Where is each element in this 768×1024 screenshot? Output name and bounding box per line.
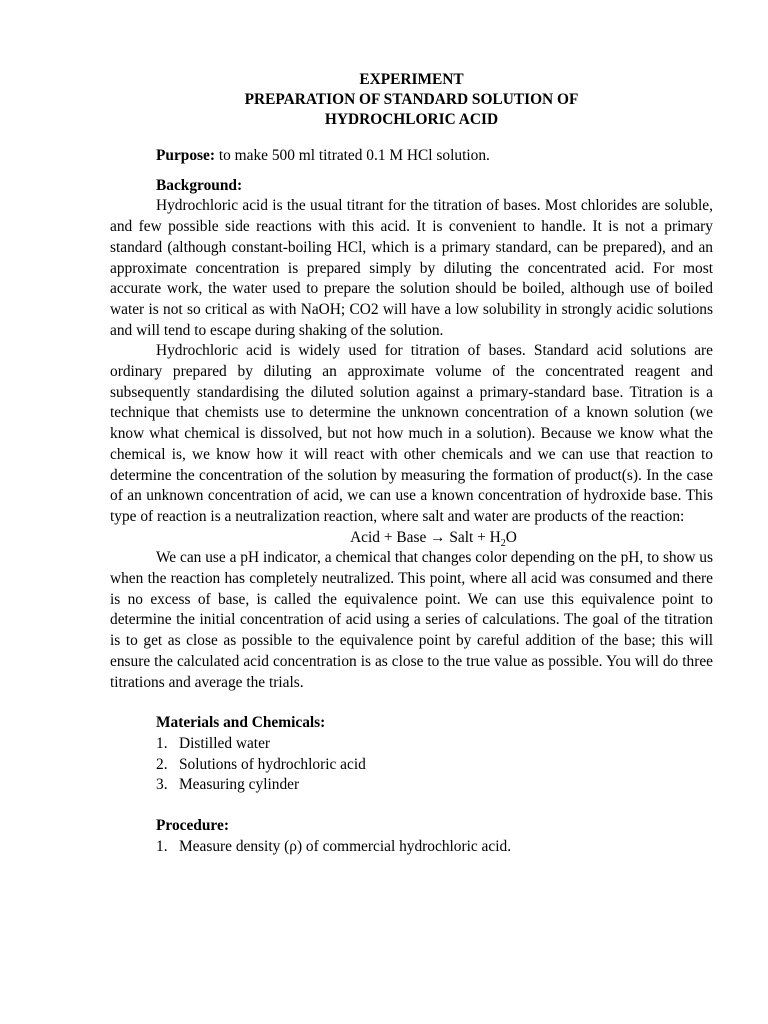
purpose-section <box>110 146 713 167</box>
list-item-text: Measuring cylinder <box>179 776 300 794</box>
title-line-experiment: EXPERIMENT <box>359 71 464 88</box>
equation-tail: O <box>505 528 517 546</box>
background-paragraph-3: We can use a pH indicator, a chemical that changes color depending on the pH, to show us when the reaction has completely neutralized. This point, where all acid was consumed and there is no excess of base, is called the equivalence point. We can use this equivalence point to determine the initial concentration of acid using a series of calculations. The goal of the titration is to get as close as possible to the equivalence point by careful addition of the base; this will ensure the calculated acid concentration is as close to the true value as possible. You will do three titrations and average the trials. <box>110 549 713 691</box>
title-line-preparation: PREPARATION OF STANDARD SOLUTION OF <box>244 91 579 108</box>
materials-list <box>110 734 713 796</box>
list-item-number: 1. <box>156 734 168 752</box>
equation-main: Acid + Base → Salt + H <box>350 528 501 546</box>
purpose-label: Purpose: <box>156 147 215 164</box>
list-item <box>156 734 713 755</box>
list-item <box>156 755 713 776</box>
procedure-list <box>110 837 713 858</box>
list-item-text: Solutions of hydrochloric acid <box>179 755 366 773</box>
neutralization-equation <box>110 528 713 549</box>
background-heading: Background: <box>156 176 243 194</box>
background-paragraph-1: Hydrochloric acid is the usual titrant for the titration of bases. Most chlorides are soluble, and few possible side reactions with this acid. It is convenient to handle. It is not a primary standard (although constant-boiling HCl, which is a primary standard, can be prepared), and an approximate concentration is prepared simply by diluting the concentrated acid. For most accurate work, the water used to prepare the solution should be boiled, although use of boiled water is not so critical as with NaOH; CO2 will have a low solubility in strongly acidic solutions and will tend to escape during shaking of the solution. <box>110 197 713 339</box>
document-page <box>110 70 713 858</box>
list-item-number: 3. <box>156 776 168 794</box>
document-title <box>110 70 713 130</box>
procedure-heading: Procedure: <box>156 817 229 835</box>
equation-subscript: 2 <box>500 537 506 549</box>
list-item <box>156 837 713 858</box>
list-item-number: 2. <box>156 755 168 773</box>
list-item <box>156 775 713 796</box>
background-paragraph-2: Hydrochloric acid is widely used for titration of bases. Standard acid solutions are ordinary prepared by diluting an approximate volume of the concentrated reagent and subsequently standardising the diluted solution against a primary-standard base. Titration is a technique that chemists use to determine the unknown concentration of a known solution (we know what chemical is dissolved, but not how much in a solution). Because we know what the chemical is, we know how it will react with other chemicals and we can use that reaction to determine the concentration of the solution by measuring the formation of product(s). In the case of an unknown concentration of acid, we can use a known concentration of hydroxide base. This type of reaction is a neutralization reaction, where salt and water are products of the reaction: <box>110 342 713 525</box>
materials-heading: Materials and Chemicals: <box>156 714 326 732</box>
purpose-text: to make 500 ml titrated 0.1 M HCl solution. <box>215 147 490 164</box>
list-item-text: Distilled water <box>179 734 271 752</box>
title-line-acid: HYDROCHLORIC ACID <box>324 111 499 128</box>
list-item-number: 1. <box>156 837 168 855</box>
list-item-text: Measure density (ρ) of commercial hydrochloric acid. <box>179 837 512 855</box>
